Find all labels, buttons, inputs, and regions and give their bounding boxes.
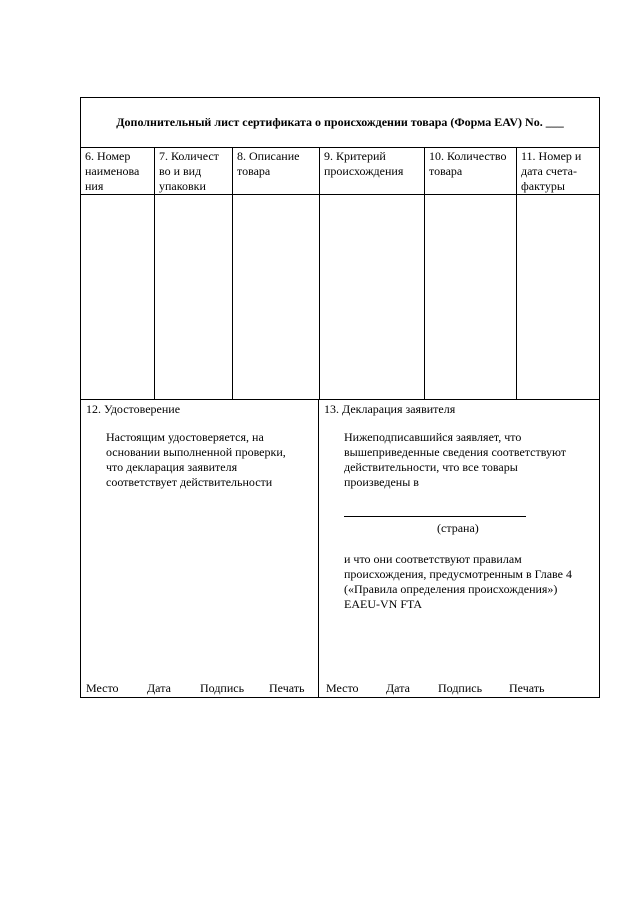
column-header <box>320 147 424 195</box>
certification-title: 12. Удостоверение <box>86 402 181 416</box>
certification-text <box>106 430 286 490</box>
column-goods-quantity[interactable] <box>424 147 516 399</box>
header-line: дата счета- <box>521 164 577 178</box>
column-header <box>425 147 516 195</box>
certification-cell[interactable] <box>81 400 319 697</box>
header-line: товара <box>429 164 463 178</box>
bottom-section <box>81 400 599 697</box>
date-label: Дата <box>386 681 410 695</box>
text-line: и что они соответствуют правилам <box>344 552 522 566</box>
header-line: фактуры <box>521 179 565 193</box>
column-invoice-number-date[interactable] <box>516 147 599 399</box>
header-line: 8. Описание <box>237 149 300 163</box>
text-line: Нижеподписавшийся заявляет, что <box>344 430 522 444</box>
header-line: упаковки <box>159 179 206 193</box>
text-line: произведены в <box>344 475 419 489</box>
header-line: происхождения <box>324 164 404 178</box>
column-header <box>155 147 232 195</box>
header-line: товара <box>237 164 271 178</box>
certificate-supplement-form <box>80 97 600 698</box>
text-line: происхождения, предусмотренным в Главе 4 <box>344 567 572 581</box>
text-line: вышеприведенные сведения соответствуют <box>344 445 567 459</box>
declaration-text-continued <box>344 552 572 612</box>
text-line: что декларация заявителя <box>106 460 238 474</box>
seal-label: Печать <box>269 681 305 695</box>
column-quantity-packaging[interactable] <box>154 147 232 399</box>
declaration-text <box>344 430 566 490</box>
header-line: наименова <box>85 164 140 178</box>
form-title: Дополнительный лист сертификата о происхождении товара (Форма EAV) No. ___ <box>116 115 564 129</box>
header-line: 11. Номер и <box>521 149 582 163</box>
header-line: 7. Количест <box>159 149 219 163</box>
text-line: EAEU-VN FTA <box>344 597 423 611</box>
column-header <box>233 147 319 195</box>
goods-table <box>81 147 599 400</box>
header-line: 10. Количество <box>429 149 507 163</box>
signature-label: Подпись <box>438 681 483 695</box>
text-line: основании выполненной проверки, <box>106 445 286 459</box>
column-header <box>81 147 154 195</box>
declaration-title: 13. Декларация заявителя <box>324 402 456 416</box>
declaration-signature-row <box>319 681 599 696</box>
header-line: 6. Номер <box>85 149 131 163</box>
text-line: соответствует действительности <box>106 475 273 489</box>
column-item-number[interactable] <box>81 147 154 399</box>
declaration-cell[interactable] <box>319 400 599 697</box>
text-line: Настоящим удостоверяется, на <box>106 430 264 444</box>
title-row <box>81 98 599 148</box>
country-caption: (страна) <box>437 521 479 535</box>
header-line: во и вид <box>159 164 202 178</box>
seal-label: Печать <box>509 681 545 695</box>
text-line: («Правила определения происхождения») <box>344 582 558 596</box>
certification-signature-row <box>81 681 318 696</box>
signature-label: Подпись <box>200 681 245 695</box>
place-label: Место <box>326 681 359 695</box>
text-line: действительности, что все товары <box>344 460 518 474</box>
column-header <box>517 147 599 195</box>
place-label: Место <box>86 681 119 695</box>
column-origin-criterion[interactable] <box>319 147 424 399</box>
country-blank-line[interactable] <box>344 516 526 517</box>
header-line: 9. Критерий <box>324 149 386 163</box>
date-label: Дата <box>147 681 171 695</box>
column-goods-description[interactable] <box>232 147 319 399</box>
header-line: ния <box>85 179 104 193</box>
